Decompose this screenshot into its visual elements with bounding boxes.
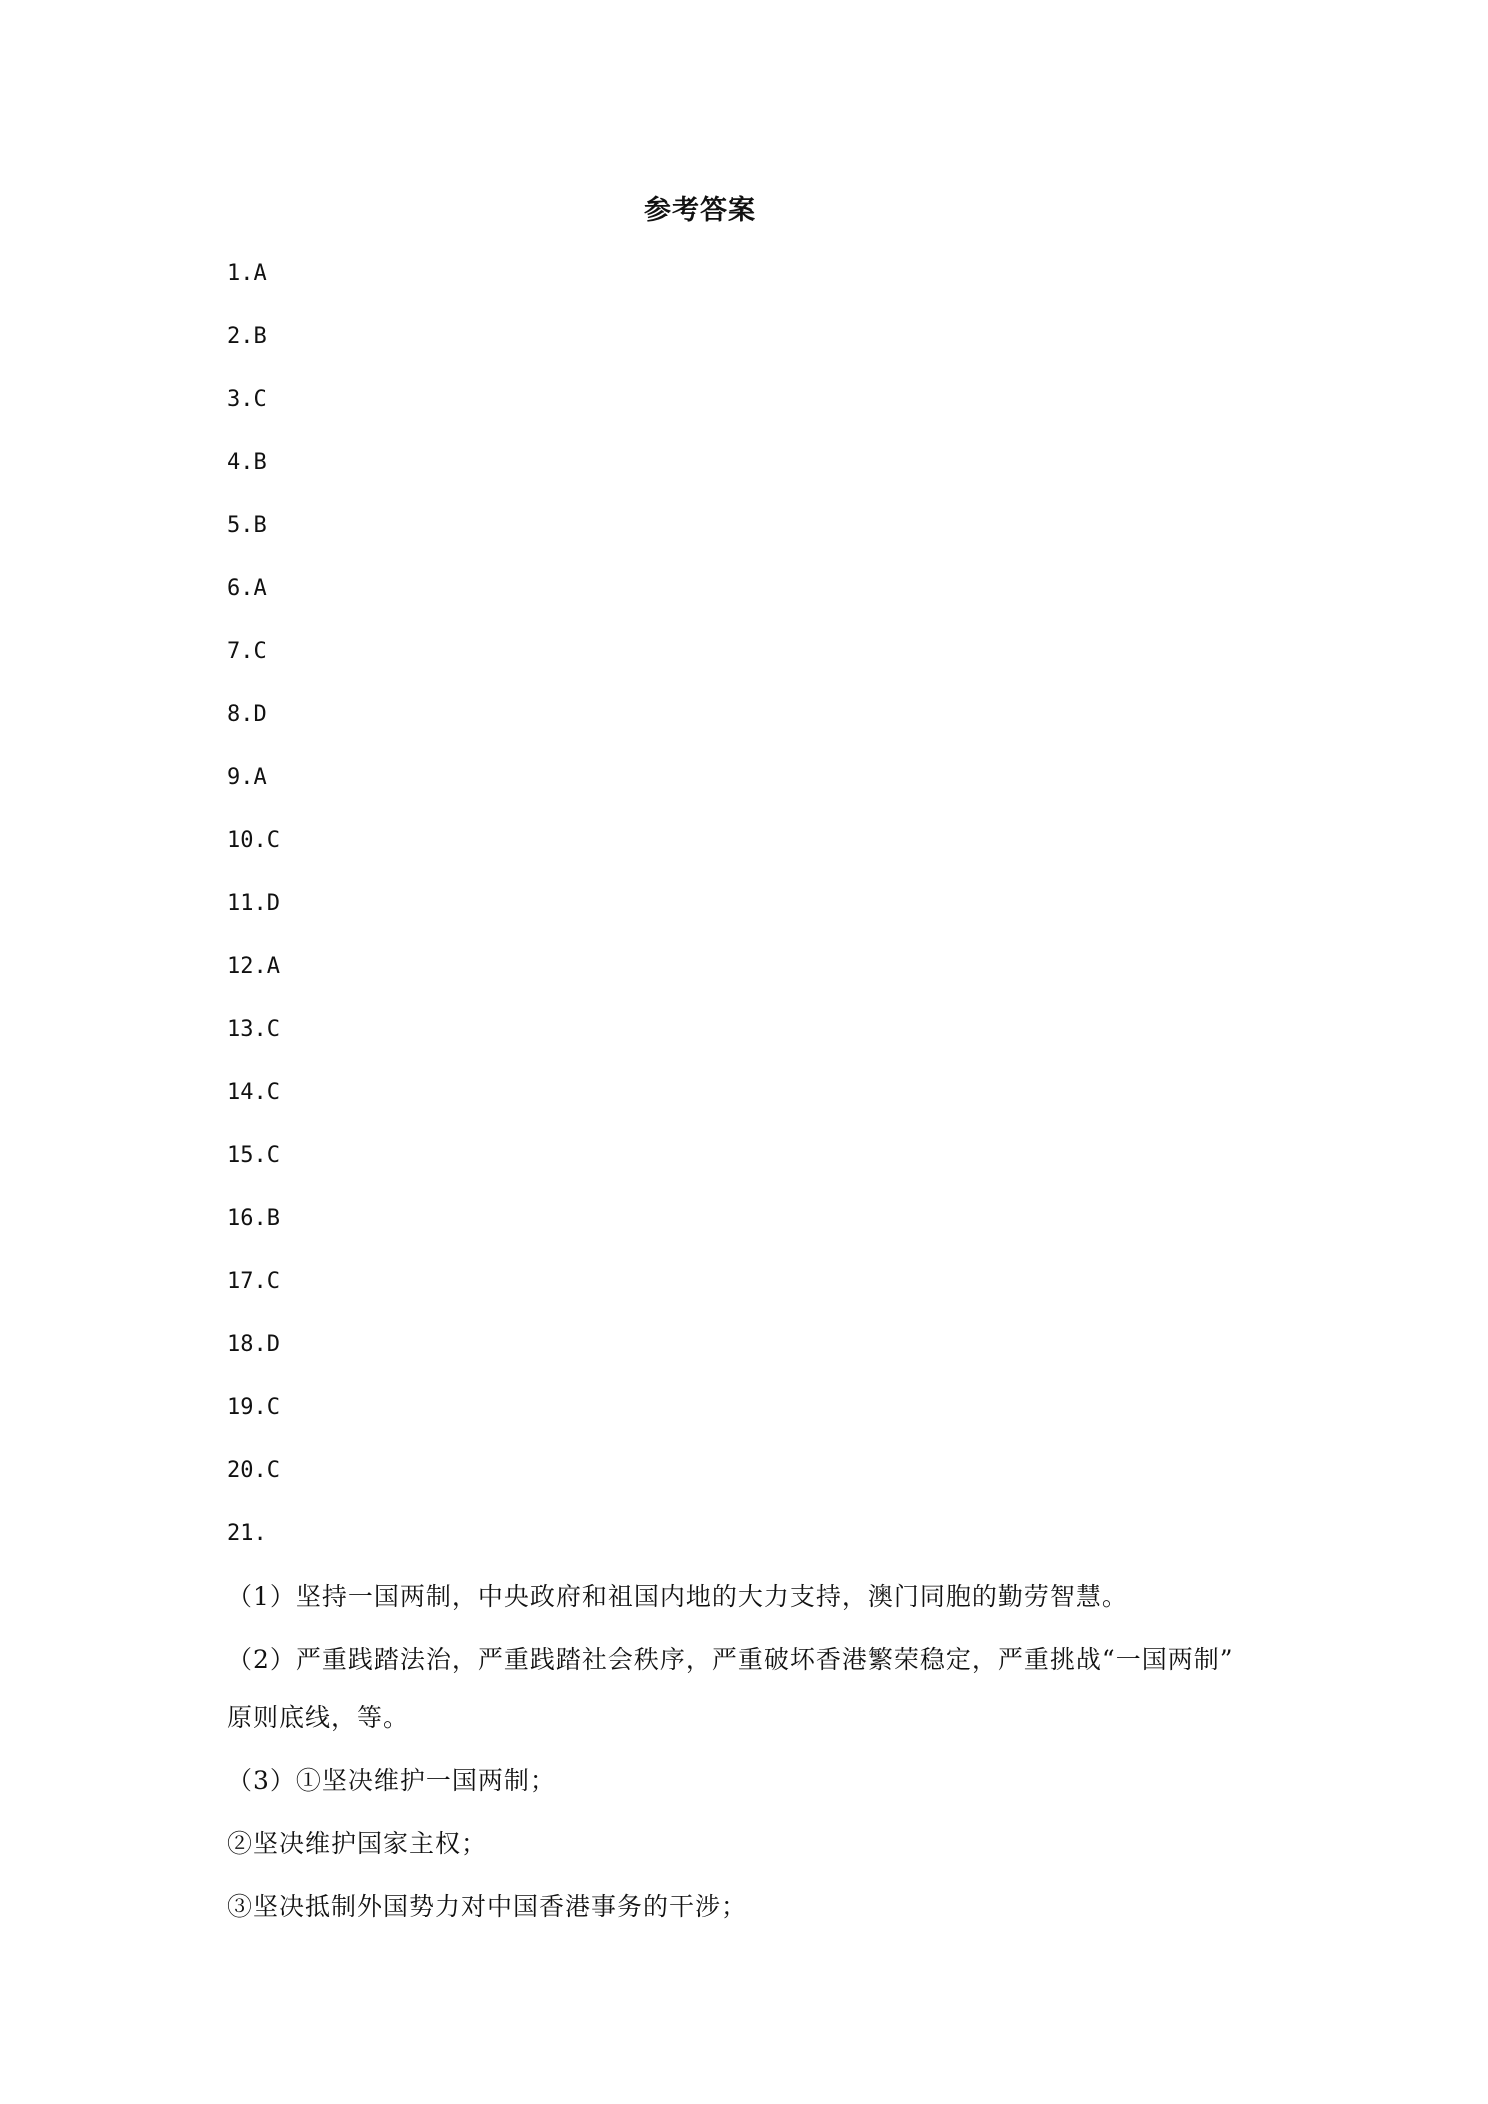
- answer-line: 13.C: [227, 1017, 280, 1042]
- q21-answer-line: （2）严重践踏法治，严重践踏社会秩序，严重破坏香港繁荣稳定，严重挑战“一国两制”: [227, 1645, 1234, 1674]
- answer-line: 19.C: [227, 1395, 280, 1420]
- q21-answer-line: ③坚决抵制外国势力对中国香港事务的干涉；: [227, 1892, 748, 1921]
- answer-line: 17.C: [227, 1269, 280, 1294]
- answer-line: 9.A: [227, 765, 267, 790]
- answer-line: 12.A: [227, 954, 280, 979]
- q21-answer-line: 原则底线，等。: [227, 1703, 410, 1732]
- answer-line: 11.D: [227, 891, 280, 916]
- answer-line: 20.C: [227, 1458, 280, 1483]
- answer-line: 14.C: [227, 1080, 280, 1105]
- answer-line: 2.B: [227, 324, 267, 349]
- answer-line: 18.D: [227, 1332, 280, 1357]
- answer-line: 7.C: [227, 639, 267, 664]
- answer-line: 6.A: [227, 576, 267, 601]
- page-title: 参考答案: [644, 195, 756, 226]
- q21-answer-line: （3）①坚决维护一国两制；: [227, 1766, 556, 1795]
- answer-line: 5.B: [227, 513, 267, 538]
- answer-line: 1.A: [227, 261, 267, 286]
- answer-line: 8.D: [227, 702, 267, 727]
- answer-line: 16.B: [227, 1206, 280, 1231]
- answer-line: 4.B: [227, 450, 267, 475]
- q21-answer-line: ②坚决维护国家主权；: [227, 1829, 488, 1858]
- q21-answer-line: （1）坚持一国两制，中央政府和祖国内地的大力支持，澳门同胞的勤劳智慧。: [227, 1582, 1128, 1611]
- answer-line: 15.C: [227, 1143, 280, 1168]
- answer-line: 10.C: [227, 828, 280, 853]
- answer-line: 3.C: [227, 387, 267, 412]
- question-21-number: 21.: [227, 1521, 267, 1546]
